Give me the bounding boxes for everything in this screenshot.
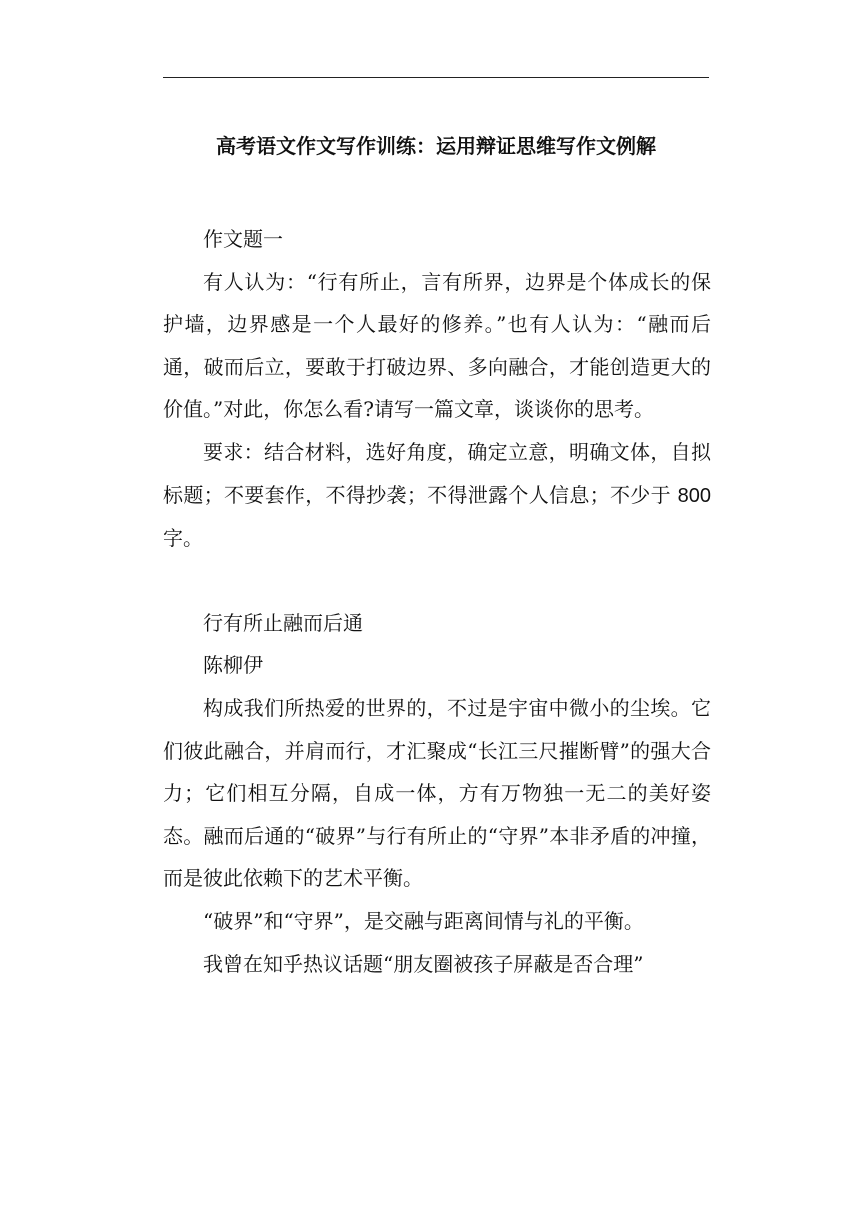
essay-paragraph: “破界”和“守界”，是交融与距离间情与礼的平衡。 [203,908,644,933]
prompt-heading: 作文题一 [203,227,283,251]
document-title: 高考语文作文写作训练：运用辩证思维写作文例解 [216,134,656,158]
requirements-text: 要求：结合材料，选好角度，确定立意，明确文体，自拟标题；不要套作，不得抄袭；不得泄露个人信息；不少于 [163,439,711,507]
document-body [163,218,711,985]
essay-paragraph: 构成我们所热爱的世界的，不过是宇宙中微小的尘埃。它们彼此融合，并肩而行，才汇聚成“长江三尺摧断臂”的强大合力；它们相互分隔，自成一体，方有万物独一无二的美好姿态。融而后通的“破界”与行有所止的“守界”本非矛盾的冲撞，而是彼此依赖下的艺术平衡。 [163,695,711,891]
section-spacer [163,560,711,602]
header-rule [163,77,709,78]
essay-author: 陈柳伊 [203,653,263,678]
essay-title: 行有所止融而后通 [203,610,363,635]
essay-paragraph: 我曾在知乎热议话题“朋友圈被孩子屏蔽是否合理” [203,951,644,976]
word-count: 800 [677,484,711,507]
prompt-text: 有人认为：“行有所止，言有所界，边界是个体成长的保护墙，边界感是一个人最好的修养。”也有人认为：“融而后通，破而后立，要敢于打破边界、多向融合，才能创造更大的价值。”对此，你怎么看?请写一篇文章，谈谈你的思考。 [163,269,711,422]
requirements-suffix: 字。 [163,526,203,551]
requirements-paragraph [163,431,711,560]
